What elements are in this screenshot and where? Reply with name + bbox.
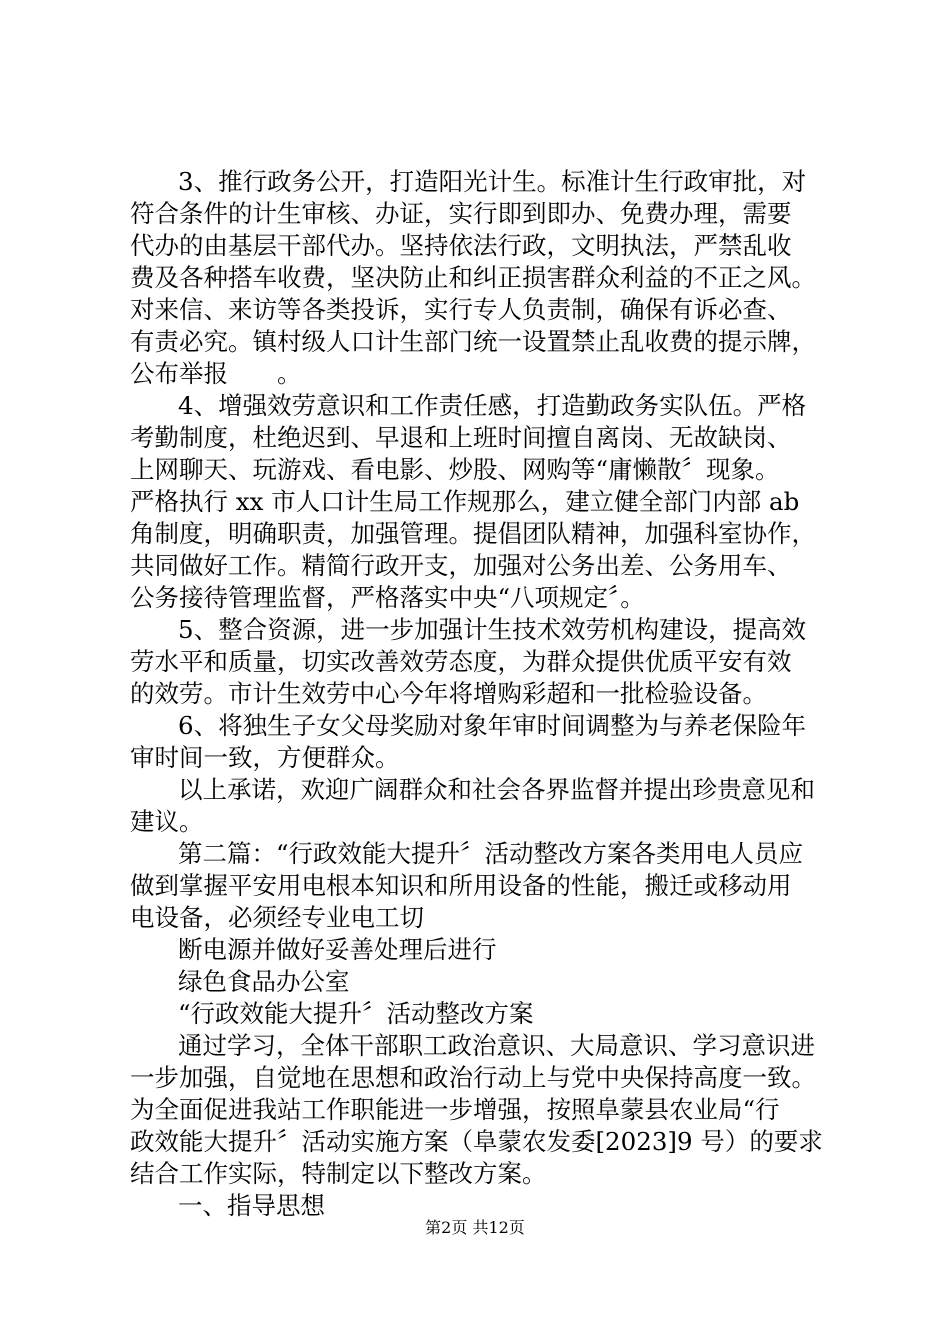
paragraph — [130, 934, 850, 966]
text-line: 6、将独生子女父母奖励对象年审时间调整为与养老保险年 — [178, 711, 807, 740]
text-line: 断电源并做好妥善处理后进行 — [178, 935, 497, 964]
text-line: 角制度，明确职责，加强管理。提倡团队精神，加强科室协作， — [130, 519, 816, 548]
text-line: 符合条件的计生审核、办证，实行即到即办、免费办理，需要 — [130, 199, 792, 228]
text-line: 为全面促进我站工作职能进一步增强，按照阜蒙县农业局“行 — [130, 1095, 780, 1124]
text-line: 考勤制度，杜绝迟到、早退和上班时间擅自离岗、无故缺岗、 — [130, 423, 792, 452]
text-line: 共同做好工作。精简行政开支，加强对公务出差、公务用车、 — [130, 551, 792, 580]
text-line: 劳水平和质量，切实改善效劳态度，为群众提供优质平安有效 — [130, 647, 792, 676]
text-line: 通过学习，全体干部职工政治意识、大局意识、学习意识进 — [178, 1031, 815, 1060]
text-line: 建议。 — [130, 807, 204, 836]
page-footer: 第2页 共12页 — [425, 1218, 525, 1237]
text-line: “行政效能大提升〞活动整改方案 — [178, 999, 534, 1028]
text-line: 政效能大提升〞活动实施方案（阜蒙农发委[2023]9 号）的要求 — [130, 1127, 823, 1156]
text-line: 公布举报 。 — [130, 359, 302, 388]
paragraph — [130, 838, 850, 934]
text-line: 上网聊天、玩游戏、看电影、炒股、网购等“庸懒散〞现象。 — [130, 455, 780, 484]
paragraph — [130, 774, 850, 838]
text-line: 第二篇：“行政效能大提升〞活动整改方案各类用电人员应 — [178, 839, 804, 868]
text-line: 费及各种搭车收费，坚决防止和纠正损害群众利益的不正之风。 — [130, 263, 816, 292]
paragraph — [130, 390, 850, 614]
paragraph — [130, 966, 850, 998]
paragraph — [130, 166, 850, 390]
text-line: 一步加强，自觉地在思想和政治行动上与党中央保持高度一致。 — [130, 1063, 816, 1092]
paragraph — [130, 614, 850, 710]
paragraph — [130, 1030, 850, 1190]
text-line: 4、增强效劳意识和工作责任感，打造勤政务实队伍。严格 — [178, 391, 807, 420]
text-line: 有责必究。镇村级人口计生部门统一设置禁止乱收费的提示牌， — [130, 327, 816, 356]
paragraph — [130, 710, 850, 774]
text-line: 公务接待管理监督，严格落实中央“八项规定〞。 — [130, 583, 645, 612]
text-line: 以上承诺，欢迎广阔群众和社会各界监督并提出珍贵意见和 — [178, 775, 815, 804]
text-line: 做到掌握平安用电根本知识和所用设备的性能，搬迁或移动用 — [130, 871, 792, 900]
text-line: 审时间一致，方便群众。 — [130, 743, 400, 772]
text-line: 一、指导思想 — [178, 1191, 325, 1220]
text-line: 结合工作实际，特制定以下整改方案。 — [130, 1159, 547, 1188]
text-line: 绿色食品办公室 — [178, 967, 350, 996]
text-line: 5、整合资源，进一步加强计生技术效劳机构建设，提高效 — [178, 615, 807, 644]
document-body — [130, 166, 850, 1222]
text-line: 电设备，必须经专业电工切 — [130, 903, 424, 932]
text-line: 3、推行政务公开，打造阳光计生。标准计生行政审批，对 — [178, 167, 807, 196]
paragraph — [130, 998, 850, 1030]
text-line: 对来信、来访等各类投诉，实行专人负责制，确保有诉必查、 — [130, 295, 792, 324]
text-line: 的效劳。市计生效劳中心今年将增购彩超和一批检验设备。 — [130, 679, 767, 708]
text-line: 严格执行 xx 市人口计生局工作规那么，建立健全部门内部 ab — [130, 487, 800, 516]
text-line: 代办的由基层干部代办。坚持依法行政，文明执法，严禁乱收 — [130, 231, 792, 260]
